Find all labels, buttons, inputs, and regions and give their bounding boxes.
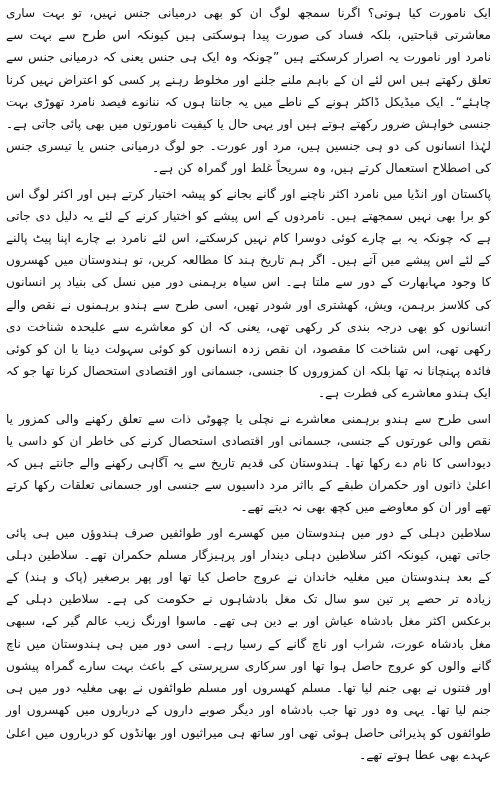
article-paragraph: سلاطین دہلی کے دور میں ہندوستان میں کھسرے اور طوائفیں صرف ہندوؤں میں ہی پائی جاتی تھیں، کیونکہ اکثر سلاطین دہلی دیندار اور پرہیزگار مسلم حکمران تھے۔ سلاطین دہلی کے بعد ہندوستان میں مغلیہ خاندان نے عروج حاصل کیا تھا اور پھر برصغیر (پاک و ہند) کے زیادہ تر حصے پر تین سو سال تک مغل بادشاہوں نے حکومت کی ہے۔ سلاطین دہلی کے برعکس اکثر مغل بادشاہ عیاش اور بے دین ہی تھے۔ ماسوا اورنگ زیب عالم گیر کے، سبھی مغل بادشاہ عورت، شراب اور ناچ گانے کے رسیا رہے۔ اسی دور میں ہی ہندوستان میں ناچ گانے والوں کو عروج حاصل ہوا تھا اور سرکاری سرپرستی کے باعث بہت سارے گمراہ پیشوں اور فتنوں نے بھی جنم لیا تھا۔ مسلم کھسروں اور مسلم طوائفوں نے بھی مغلیہ دور میں ہی جنم لیا تھا۔ یہی وہ دور تھا جب بادشاہ اور دیگر صوبے داروں کے درباروں میں کھسروں اور طوائفوں کو پذیرائی حاصل ہوئی تھی اور ساتھ ہی میراثیوں اور بھانڈوں کو درباروں میں اعلیٰ عہدے بھی عطا ہوتے تھے۔ — [6, 525, 491, 762]
article-paragraph: پاکستان اور انڈیا میں نامرد اکثر ناچنے اور گانے بجانے کو پیشہ اختیار کرتے ہیں اور اکثر لوگ اس کو برا بھی نہیں سمجھتے ہیں۔ نامردوں کے اس پیشے کو اختیار کرنے کے لئے یہ دلیل دی جاتی ہے کہ چونکہ یہ بے چارے کوئی دوسرا کام نہیں کرسکتے، اس لئے نامرد بے چارے اپنا پیٹ پالنے کے لئے اس پیشے میں آتے ہیں۔ اگر ہم تاریخ ہند کا مطالعہ کریں، تو ہندوستان میں کھسروں کا وجود مہابھارت کے دور سے ملتا ہے۔ اس سیاہ برہمنی دور میں نسل کی بنیاد پر انسانوں کی کلاسز برہمن، ویش، کھشتری اور شودر تھیں، اسی طرح سے ہندو برہمنوں نے نقص والے انسانوں کو بھی درجہ بندی کر رکھی تھی، یعنی کہ ان کو معاشرے سے علیحدہ شناخت دی رکھی تھی، اس شناخت کا مقصود، ان نقص زدہ انسانوں کو کوئی سہولت دینا یا ان کو کوئی فائدہ پہنچانا نہ تھا بلکہ ان کمزوروں کا جنسی، جسمانی اور اقتصادی استحصال کرنا تھا جو کہ ایک ہندو معاشرے کی فطرت ہے۔ — [6, 186, 491, 401]
article-paragraph: اسی طرح سے ہندو برہمنی معاشرے نے نچلی یا چھوٹی ذات سے تعلق رکھنے والی کمزور یا نقص والی عورتوں کے جنسی، جسمانی اور اقتصادی استحصال کرنے کی خاطر ان کو داسی یا دیوداسی کا نام دے رکھا تھا۔ ہندوستان کی قدیم تاریخ سے یہ آگاہی رکھنے والے جانتے ہیں کہ اعلیٰ ذاتوں اور حکمران طبقے کے بااثر مرد داسیوں سے جنسی اور جسمانی تعلقات رکھا کرتے تھے اور ان کو معاوضے میں کچھ بھی نہ دیتے تھے۔ — [6, 411, 491, 515]
article-paragraph: ایک نامورت کیا ہوتی؟ اگرنا سمجھ لوگ ان کو بھی درمیانی جنس نہیں، تو بہت ساری معاشرتی قباحتیں، بلکہ فساد کی صورت پیدا ہوسکتی ہیں کیونکہ اس طرح سے بہت سے نامرد اور نامورت یہ اصرار کرسکتے ہیں ”چونکہ وہ ایک ہی جنس یعنی کہ درمیانی جنس سے تعلق رکھتے ہیں اس لئے ان کے باہم ملنے جلنے اور مخلوط رہنے پر کسی کو اعتراض نہیں کرنا چاہئے“۔ ایک میڈیکل ڈاکٹر ہونے کے ناطے میں یہ جانتا ہوں کہ ننانوے فیصد نامرد تھوڑی بہت جنسی خواہش ضرور رکھتے ہوتے ہیں اور یہی حال یا کیفیت نامورتوں میں بھی پائی جاتی ہے۔ لہٰذا انسانوں کی دو ہی جنسیں ہیں، مرد اور عورت۔ جو لوگ درمیانی جنس یا تیسری جنس کی اصطلاح استعمال کرتے ہیں، وہ سریحاً غلط اور گمراہ کن ہے۔ — [6, 6, 491, 176]
